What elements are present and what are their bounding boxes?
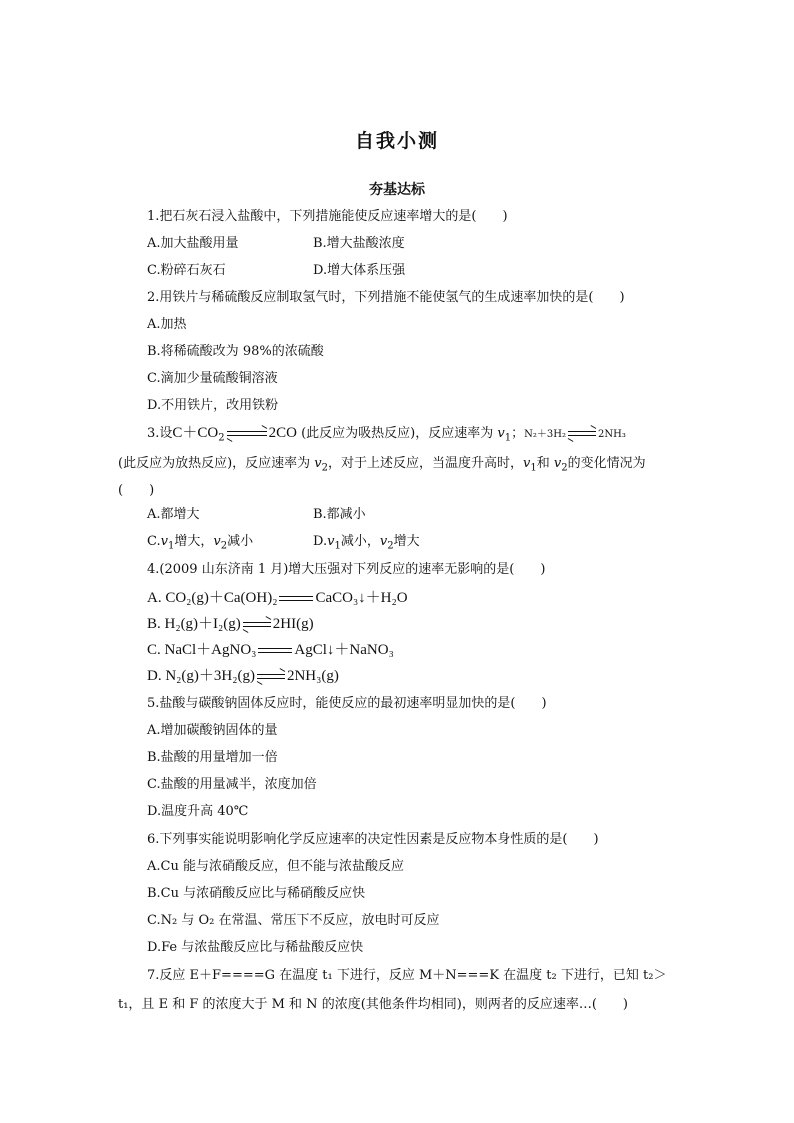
q3-eq1-left: C＋CO — [172, 425, 219, 441]
q3-d-v2-sub: 2 — [387, 540, 394, 552]
q3-eq1-sub: 2 — [218, 432, 225, 444]
q7-line2: t₁，且 E 和 F 的浓度大于 M 和 N 的浓度(其他条件均相同)，则两者的反应速率…( ) — [118, 997, 628, 1012]
q3-v2-sub: 2 — [321, 462, 329, 474]
q3-c-mid: 增大， — [174, 534, 214, 549]
q4-a-left: A. CO₂(g)＋Ca(OH)₂ — [147, 590, 278, 606]
q4-option-b — [147, 615, 314, 633]
q3-line2 — [118, 455, 646, 478]
q1-option-c: C.粉碎石灰石 — [147, 263, 226, 278]
q3-line2a: (此反应为放热反应)，反应速率为 — [118, 456, 315, 471]
q6-option-b: B.Cu 与浓硝酸反应比与稀硝酸反应快 — [147, 886, 366, 901]
q3-eq1-right: 2CO — [268, 425, 297, 441]
q3-c-v1: v — [160, 534, 168, 549]
q3-c-post: 减小 — [227, 534, 254, 549]
q6-option-d: D.Fe 与浓盐酸反应比与稀盐酸反应快 — [147, 940, 364, 955]
q4-b-right: 2HI(g) — [272, 616, 314, 632]
equilibrium-arrow-icon — [257, 672, 285, 682]
q7-line1: 7.反应 E＋F====G 在温度 t₁ 下进行，反应 M＋N===K 在温度 t₂ 下进行，已知 t₂＞ — [147, 968, 667, 983]
q4-c-left: C. NaCl＋AgNO₃ — [147, 642, 257, 658]
q4-a-right: CaCO₃↓＋H₂O — [315, 590, 408, 606]
q6-stem: 6.下列事实能说明影响化学反应速率的决定性因素是反应物本身性质的是( ) — [147, 832, 599, 847]
q3-d-pre: D. — [313, 534, 328, 549]
q3-v1-again: v — [523, 456, 531, 471]
q3-mid1: (此反应为吸热反应)，反应速率为 — [296, 426, 498, 441]
q3-and: 和 — [536, 456, 554, 471]
q3-d-v1: v — [327, 534, 335, 549]
q3-d-mid: 减小， — [340, 534, 380, 549]
q3-v1-sub-again: 1 — [530, 462, 537, 474]
q1-option-b: B.增大盐酸浓度 — [313, 236, 405, 251]
q3-c-v2-sub: 2 — [220, 540, 228, 552]
equilibrium-arrow-icon — [227, 429, 267, 439]
q3-v1: v — [497, 426, 505, 441]
q1-option-d: D.增大体系压强 — [313, 263, 406, 278]
q3-line2b: ，对于上述反应，当温度升高时， — [328, 456, 524, 471]
q1-stem: 1.把石灰石浸入盐酸中，下列措施能使反应速率增大的是( ) — [147, 209, 508, 224]
equals-sign-icon — [279, 595, 313, 603]
q4-b-left: B. H₂(g)＋I₂(g) — [147, 616, 241, 632]
q3-eq2-left: N₂＋3H₂ — [524, 429, 566, 440]
q5-option-a: A.增加碳酸钠固体的量 — [147, 723, 278, 738]
q3-c-v2: v — [213, 534, 221, 549]
q3-d-post: 增大 — [393, 534, 420, 549]
q2-option-d: D.不用铁片，改用铁粉 — [147, 398, 279, 413]
q3-d-v1-sub: 1 — [334, 540, 341, 552]
q4-option-d — [147, 667, 339, 685]
equilibrium-arrow-icon — [568, 429, 596, 439]
q5-option-c: C.盐酸的用量减半，浓度加倍 — [147, 777, 317, 792]
q2-stem: 2.用铁片与稀硫酸反应制取氢气时，下列措施不能使氢气的生成速率加快的是( ) — [147, 290, 625, 305]
q3-v2-sub-again: 2 — [561, 462, 568, 474]
q3-option-b: B.都减小 — [313, 507, 366, 522]
q3-option-a: A.都增大 — [147, 507, 200, 522]
page-title: 自我小测 — [354, 130, 439, 152]
q4-d-right: 2NH₃(g) — [286, 668, 339, 684]
q5-stem: 5.盐酸与碳酸钠固体反应时，能使反应的最初速率明显加快的是( ) — [147, 696, 547, 711]
q3-semicolon: ； — [511, 426, 525, 441]
q6-option-a: A.Cu 能与浓硝酸反应，但不能与浓盐酸反应 — [147, 859, 404, 874]
q3-v2-again: v — [553, 456, 562, 471]
q3-option-d — [313, 533, 420, 556]
q3-option-c — [147, 533, 253, 556]
q2-option-a: A.加热 — [147, 317, 187, 332]
q4-d-left: D. N₂(g)＋3H₂(g) — [147, 668, 255, 684]
q4-c-right: AgCl↓＋NaNO₃ — [294, 642, 394, 658]
q2-option-b: B.将稀硫酸改为 98%的浓硫酸 — [147, 344, 324, 359]
q3-prefix: 3.设 — [147, 426, 173, 441]
q3-answer-paren: ( ) — [118, 483, 155, 498]
q3-line1 — [147, 424, 626, 448]
q3-c-v1-sub: 1 — [167, 540, 175, 552]
section-heading: 夯基达标 — [369, 182, 425, 198]
q2-option-c: C.滴加少量硫酸铜溶液 — [147, 371, 278, 386]
q3-c-pre: C. — [147, 534, 161, 549]
q3-line2c: 的变化情况为 — [567, 456, 646, 471]
q6-option-c: C.N₂ 与 O₂ 在常温、常压下不反应，放电时可反应 — [147, 913, 440, 928]
q3-v1-sub: 1 — [504, 432, 512, 444]
q3-v2: v — [314, 456, 322, 471]
q3-eq2-right: 2NH₃ — [598, 429, 626, 440]
equilibrium-arrow-icon — [243, 620, 271, 630]
q4-option-a — [147, 589, 408, 607]
q3-d-v2: v — [379, 534, 388, 549]
q4-option-c — [147, 641, 394, 659]
equals-sign-icon — [258, 647, 292, 655]
q4-stem: 4.(2009 山东济南 1 月)增大压强对下列反应的速率无影响的是( ) — [147, 562, 546, 577]
q5-option-b: B.盐酸的用量增加一倍 — [147, 750, 278, 765]
q5-option-d: D.温度升高 40℃ — [147, 804, 249, 819]
q1-option-a: A.加大盐酸用量 — [147, 236, 239, 251]
